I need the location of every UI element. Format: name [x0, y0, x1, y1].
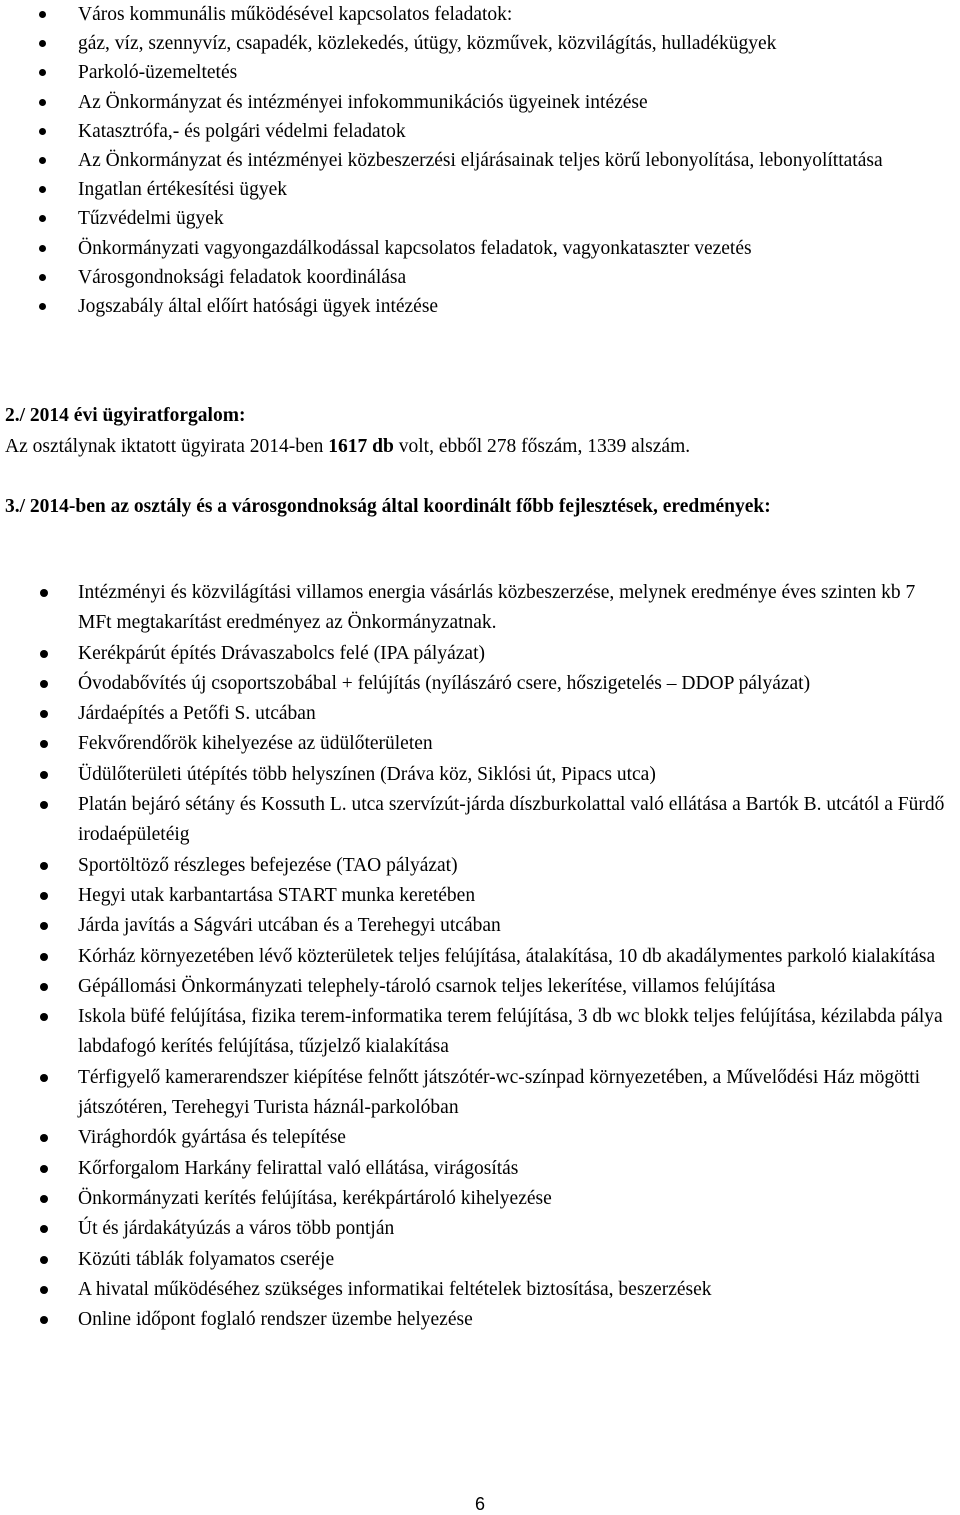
list-item: Térfigyelő kamerarendszer kiépítése felnőtt játszótér-wc-színpad környezetében, a Művelődési Ház mögötti játszótéren, Terehegyi Turista háznál-parkolóban: [0, 1063, 960, 1124]
list-item: Katasztrófa,- és polgári védelmi feladatok: [0, 117, 960, 146]
list-item: Gépállomási Önkormányzati telephely-tároló csarnok teljes lekerítése, villamos felújítása: [0, 972, 960, 1002]
list-item: Iskola büfé felújítása, fizika terem-informatika terem felújítása, 3 db wc blokk teljes felújítása, kézilabda pálya labdafogó kerítés felújítása, tűzjelző kialakítása: [0, 1002, 960, 1063]
list-item: Önkormányzati vagyongazdálkodással kapcsolatos feladatok, vagyonkataszter vezetés: [0, 234, 960, 263]
list-item: A hivatal működéséhez szükséges informatikai feltételek biztosítása, beszerzések: [0, 1275, 960, 1305]
page-number: 6: [474, 1494, 485, 1514]
list-item: Kőrforgalom Harkány felirattal való ellátása, virágosítás: [0, 1154, 960, 1184]
section-2-heading: 2./ 2014 évi ügyiratforgalom:: [5, 405, 246, 426]
list-item: Sportöltöző részleges befejezése (TAO pályázat): [0, 851, 960, 881]
list-item: Város kommunális működésével kapcsolatos feladatok:: [0, 0, 960, 29]
list-item: Jogszabály által előírt hatósági ügyek intézése: [0, 292, 960, 321]
list-item: Városgondnoksági feladatok koordinálása: [0, 263, 960, 292]
list-item: Ingatlan értékesítési ügyek: [0, 175, 960, 204]
list-item: Virághordók gyártása és telepítése: [0, 1123, 960, 1153]
duties-list: [0, 0, 960, 321]
list-item: Intézményi és közvilágítási villamos energia vásárlás közbeszerzése, melynek eredménye éves szinten kb 7 MFt megtakarítást eredményez az Önkormányzatnak.: [0, 578, 960, 639]
list-item: Üdülőterületi útépítés több helyszínen (Dráva köz, Siklósi út, Pipacs utca): [0, 760, 960, 790]
list-item: Hegyi utak karbantartása START munka keretében: [0, 881, 960, 911]
section-2: [5, 400, 955, 462]
section-2-text: [5, 431, 955, 462]
list-item: Tűzvédelmi ügyek: [0, 204, 960, 233]
section-2-text-after: volt, ebből 278 főszám, 1339 alszám.: [393, 436, 691, 457]
list-item: Online időpont foglaló rendszer üzembe helyezése: [0, 1305, 960, 1335]
list-item: gáz, víz, szennyvíz, csapadék, közlekedés, útügy, közművek, közvilágítás, hulladékügyek: [0, 29, 960, 58]
list-item: Parkoló-üzemeltetés: [0, 58, 960, 87]
list-item: Járdaépítés a Petőfi S. utcában: [0, 699, 960, 729]
developments-list: [0, 578, 960, 1335]
list-item: Platán bejáró sétány és Kossuth L. utca szervízút-járda díszburkolattal való ellátása a Bartók B. utcától a Fürdő irodaépületéig: [0, 790, 960, 851]
list-item: Az Önkormányzat és intézményei közbeszerzési eljárásainak teljes körű lebonyolítása, lebonyolíttatása: [0, 146, 960, 175]
list-item: Önkormányzati kerítés felújítása, kerékpártároló kihelyezése: [0, 1184, 960, 1214]
section-2-text-bold: 1617 db: [328, 436, 394, 457]
list-item: Járda javítás a Ságvári utcában és a Terehegyi utcában: [0, 911, 960, 941]
list-item: Fekvőrendőrök kihelyezése az üdülőterületen: [0, 729, 960, 759]
list-item: Az Önkormányzat és intézményei infokommunikációs ügyeinek intézése: [0, 88, 960, 117]
section-3-heading: 3./ 2014-ben az osztály és a városgondnokság által koordinált főbb fejlesztések, eredmények:: [5, 496, 771, 517]
list-item: Közúti táblák folyamatos cseréje: [0, 1245, 960, 1275]
list-item: Kerékpárút építés Drávaszabolcs felé (IPA pályázat): [0, 639, 960, 669]
section-2-text-before: Az osztálynak iktatott ügyirata 2014-ben: [5, 436, 329, 457]
list-item: Óvodabővítés új csoportszobábal + felújítás (nyílászáró csere, hőszigetelés – DDOP pályázat): [0, 669, 960, 699]
list-item: Út és járdakátyúzás a város több pontján: [0, 1214, 960, 1244]
list-item: Kórház környezetében lévő közterületek teljes felújítása, átalakítása, 10 db akadálymentes parkoló kialakítása: [0, 942, 960, 972]
